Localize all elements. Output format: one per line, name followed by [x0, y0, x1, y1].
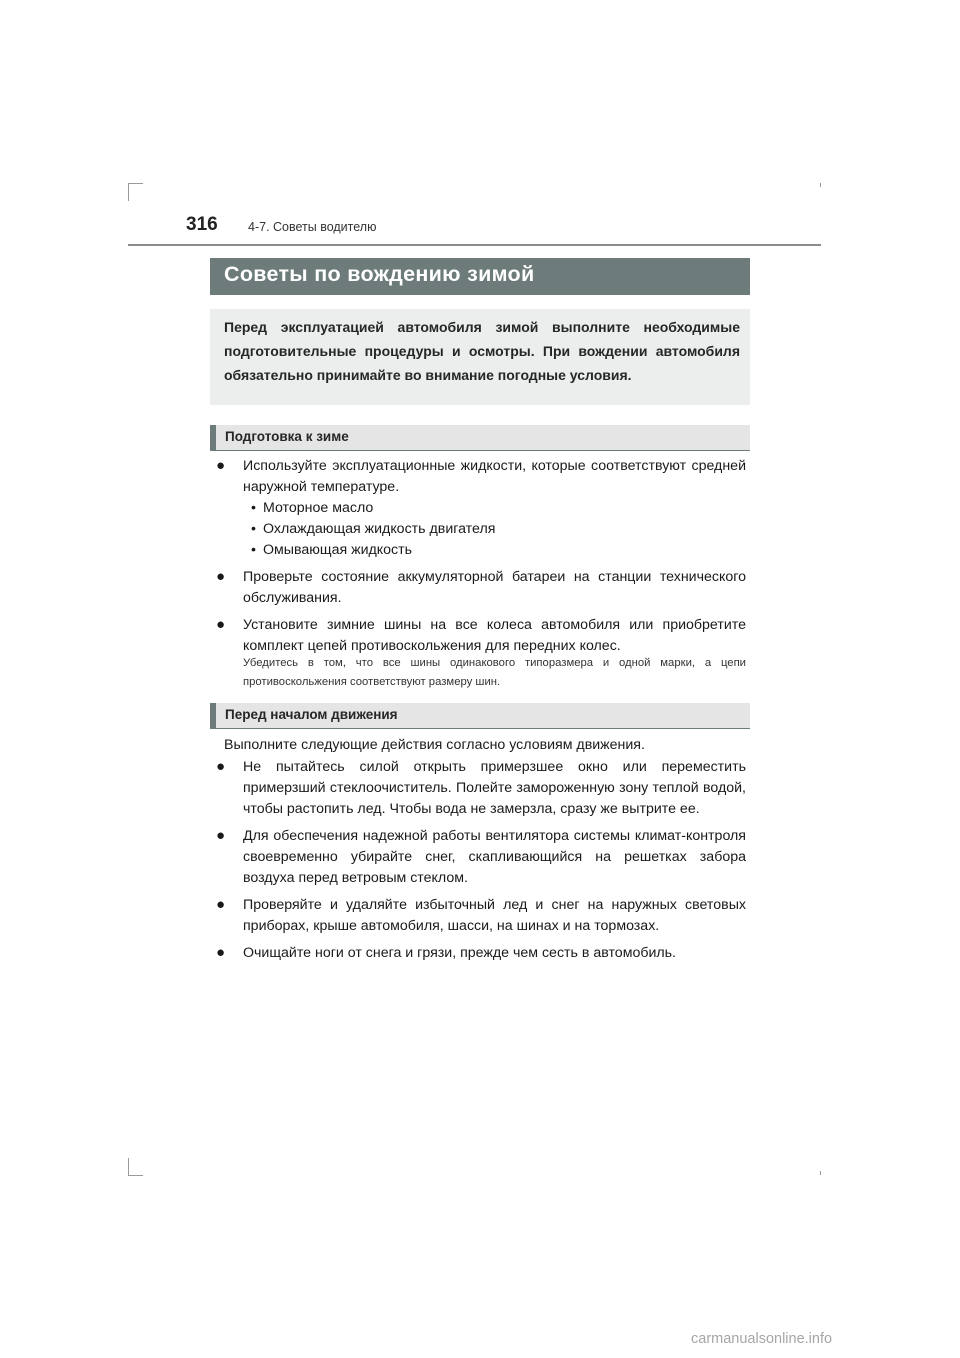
bullet-icon: ●	[216, 758, 226, 775]
sub-bullet-icon: •	[251, 521, 256, 537]
list-item-text: Установите зимние шины на все колеса автомобиля или приобретите комплект цепей противоскольжения для передних колес.	[243, 617, 746, 654]
header-divider	[128, 244, 821, 246]
list-item	[216, 757, 746, 820]
watermark: carmanualsonline.info	[691, 1331, 833, 1347]
page-title: Советы по вождению зимой	[210, 258, 750, 295]
sub-list-item	[251, 498, 746, 519]
page-number: 316	[186, 214, 218, 235]
intro-box: Перед эксплуатацией автомобиля зимой выполните необходимые подготовительные процедуры и осмотры. При вождении автомобиля обязательно принимайте во внимание погодные условия.	[210, 309, 750, 405]
sub-bullet-icon: •	[251, 542, 256, 558]
crop-mark-top-right	[820, 183, 821, 187]
winter-prep-list	[216, 456, 746, 663]
list-item	[216, 943, 746, 964]
sub-list-item	[251, 519, 746, 540]
list-item-text: Для обеспечения надежной работы вентилятора системы климат-контроля своевременно убирайте снег, скапливающийся на решетках забора воздуха перед ветровым стеклом.	[243, 828, 746, 886]
list-item-text: Проверяйте и удаляйте избыточный лед и снег на наружных световых приборах, крыше автомобиля, шасси, на шинах и на тормозах.	[243, 897, 746, 934]
crop-mark-top-left	[128, 183, 143, 184]
crop-mark-bottom-left	[128, 1175, 143, 1176]
sub-list-item-text: Охлаждающая жидкость двигателя	[263, 521, 496, 537]
list-item	[216, 826, 746, 889]
tire-note: Убедитесь в том, что все шины одинакового типоразмера и одной марки, а цепи противоскольжения соответствуют размеру шин.	[243, 657, 746, 688]
crop-mark-top-left	[128, 183, 129, 201]
sub-list-item-text: Омывающая жидкость	[263, 542, 413, 558]
before-driving-list	[216, 757, 746, 970]
subheading-before-driving: Перед началом движения	[210, 703, 750, 729]
list-item-text: Не пытайтесь силой открыть примерзшее окно или переместить примерзший стеклоочиститель. Полейте замороженную зону теплой водой, чтобы растопить лед. Чтобы вода не замерзла, сразу же вытрите ее.	[243, 759, 746, 817]
subheading-winter-prep: Подготовка к зиме	[210, 425, 750, 451]
section-breadcrumb: 4-7. Советы водителю	[248, 220, 377, 234]
bullet-icon: ●	[216, 944, 226, 961]
list-item-text: Используйте эксплуатационные жидкости, которые соответствуют средней наружной температуре.	[243, 458, 746, 495]
before-driving-lead: Выполните следующие действия согласно условиям движения.	[224, 737, 645, 753]
bullet-icon: ●	[216, 616, 226, 633]
bullet-icon: ●	[216, 568, 226, 585]
bullet-icon: ●	[216, 457, 226, 474]
bullet-icon: ●	[216, 896, 226, 913]
list-item	[216, 567, 746, 609]
sub-list-item-text: Моторное масло	[263, 500, 374, 516]
crop-mark-bottom-right	[820, 1171, 821, 1175]
list-item	[216, 456, 746, 561]
crop-mark-bottom-left	[128, 1158, 129, 1176]
list-item	[216, 895, 746, 937]
list-item	[216, 615, 746, 657]
list-item-text: Очищайте ноги от снега и грязи, прежде чем сесть в автомобиль.	[243, 945, 677, 961]
fluid-sublist	[243, 498, 746, 561]
sub-bullet-icon: •	[251, 500, 256, 516]
bullet-icon: ●	[216, 827, 226, 844]
sub-list-item	[251, 540, 746, 561]
list-item-text: Проверьте состояние аккумуляторной батареи на станции технического обслуживания.	[243, 569, 746, 606]
